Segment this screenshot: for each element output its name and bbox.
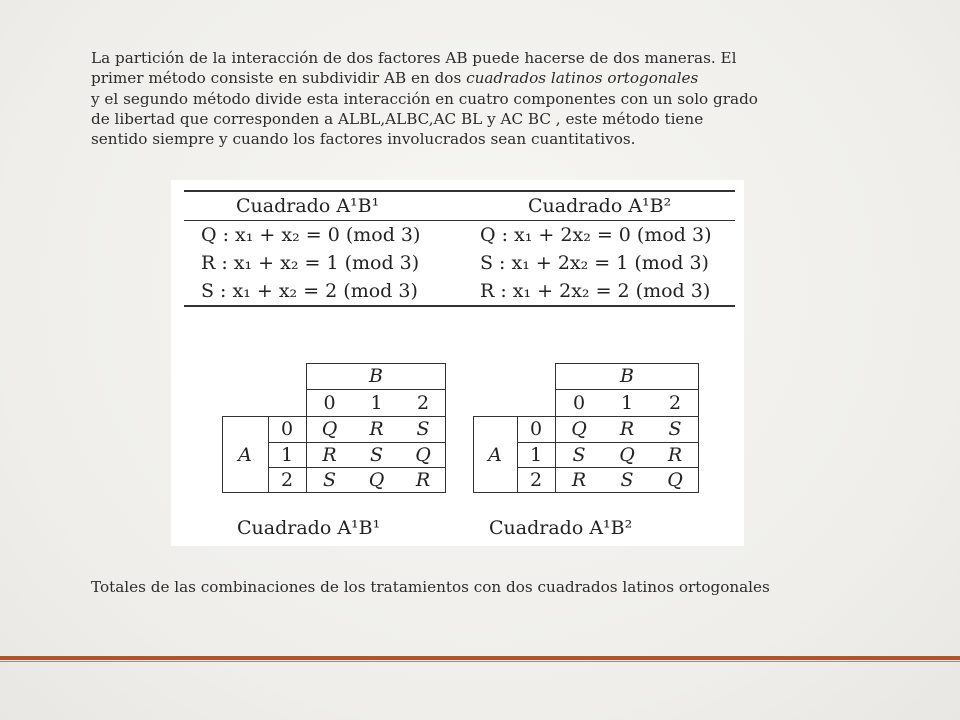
- paragraph-line-3: y el segundo método divide esta interacción en cuatro componentes con un solo grado: [91, 89, 758, 108]
- square-cell: S: [322, 468, 337, 491]
- square-1-caption: Cuadrado A¹B¹: [237, 517, 381, 539]
- square-cell: Q: [571, 418, 587, 440]
- latin-square-1: [222, 363, 446, 493]
- column-level: 2: [668, 391, 682, 414]
- table-row: [184, 221, 735, 249]
- latin-square-2: [473, 363, 699, 493]
- paragraph-line-4: de libertad que corresponden a ALBL,ALBC,AC BL y AC BC , este método tiene: [91, 109, 704, 128]
- square-cell: S: [620, 468, 634, 491]
- equation-cell: S : x₁ + x₂ = 2 (mod 3): [201, 280, 418, 302]
- paragraph-line-5: sentido siempre y cuando los factores involucrados sean cuantitativos.: [91, 130, 636, 149]
- table-row: [184, 249, 735, 277]
- row-level: 1: [280, 443, 294, 466]
- row-level: 0: [529, 418, 543, 440]
- footer-accent-line: [0, 656, 960, 660]
- figure-caption: Totales de las combinaciones de los tratamientos con dos cuadrados latinos ortogonales: [91, 578, 770, 596]
- square-2-caption: Cuadrado A¹B²: [489, 517, 633, 539]
- table-bottom-rule: [184, 305, 735, 307]
- paragraph-line-2-emphasis: cuadrados latinos ortogonales: [466, 69, 699, 88]
- row-factor-label: A: [488, 443, 502, 466]
- square-cell: R: [322, 443, 337, 466]
- column-level: 1: [370, 391, 383, 414]
- row-level: 1: [529, 443, 543, 466]
- equation-cell: R : x₁ + x₂ = 1 (mod 3): [201, 252, 420, 274]
- equation-cell: Q : x₁ + x₂ = 0 (mod 3): [201, 224, 421, 246]
- square-cell: S: [369, 443, 384, 466]
- header-square-2: Cuadrado A¹B²: [528, 195, 672, 217]
- square-cell: R: [619, 418, 635, 440]
- paragraph-line-2-text: primer método consiste en subdividir AB en dos: [91, 69, 467, 88]
- square-cell: Q: [368, 468, 385, 491]
- row-level: 2: [280, 468, 294, 491]
- paragraph-line-1: La partición de la interacción de dos factores AB puede hacerse de dos maneras. El: [91, 49, 737, 67]
- row-level: 2: [529, 468, 543, 491]
- table-header-row: [184, 192, 735, 220]
- mod-equations-table: [184, 190, 735, 307]
- row-factor-label: A: [238, 443, 252, 466]
- equation-cell: S : x₁ + 2x₂ = 1 (mod 3): [480, 252, 709, 274]
- column-factor-label: B: [620, 365, 634, 387]
- equation-cell: Q : x₁ + 2x₂ = 0 (mod 3): [480, 224, 712, 246]
- square-cell: S: [416, 418, 430, 440]
- square-cell: R: [415, 468, 431, 491]
- square-cell: Q: [415, 443, 431, 466]
- latin-squares-figure: [171, 180, 744, 546]
- square-cell: R: [571, 468, 587, 491]
- footer-accent-line-thin: [0, 661, 960, 662]
- square-cell: R: [667, 443, 683, 466]
- square-cell: S: [572, 443, 586, 466]
- intro-paragraph: [91, 48, 851, 149]
- row-level: 0: [280, 418, 294, 440]
- paragraph-line-2: [91, 68, 851, 88]
- square-cell: Q: [321, 418, 338, 440]
- square-cell: Q: [619, 443, 635, 466]
- column-level: 0: [572, 391, 586, 414]
- column-level: 1: [620, 391, 634, 414]
- column-factor-label: B: [369, 365, 383, 387]
- column-level: 0: [323, 391, 336, 414]
- square-cell: R: [369, 418, 384, 440]
- equation-cell: R : x₁ + 2x₂ = 2 (mod 3): [480, 280, 711, 302]
- square-cell: Q: [667, 468, 683, 491]
- column-level: 2: [416, 391, 430, 414]
- table-row: [184, 277, 735, 305]
- square-cell: S: [668, 418, 682, 440]
- header-square-1: Cuadrado A¹B¹: [236, 195, 380, 217]
